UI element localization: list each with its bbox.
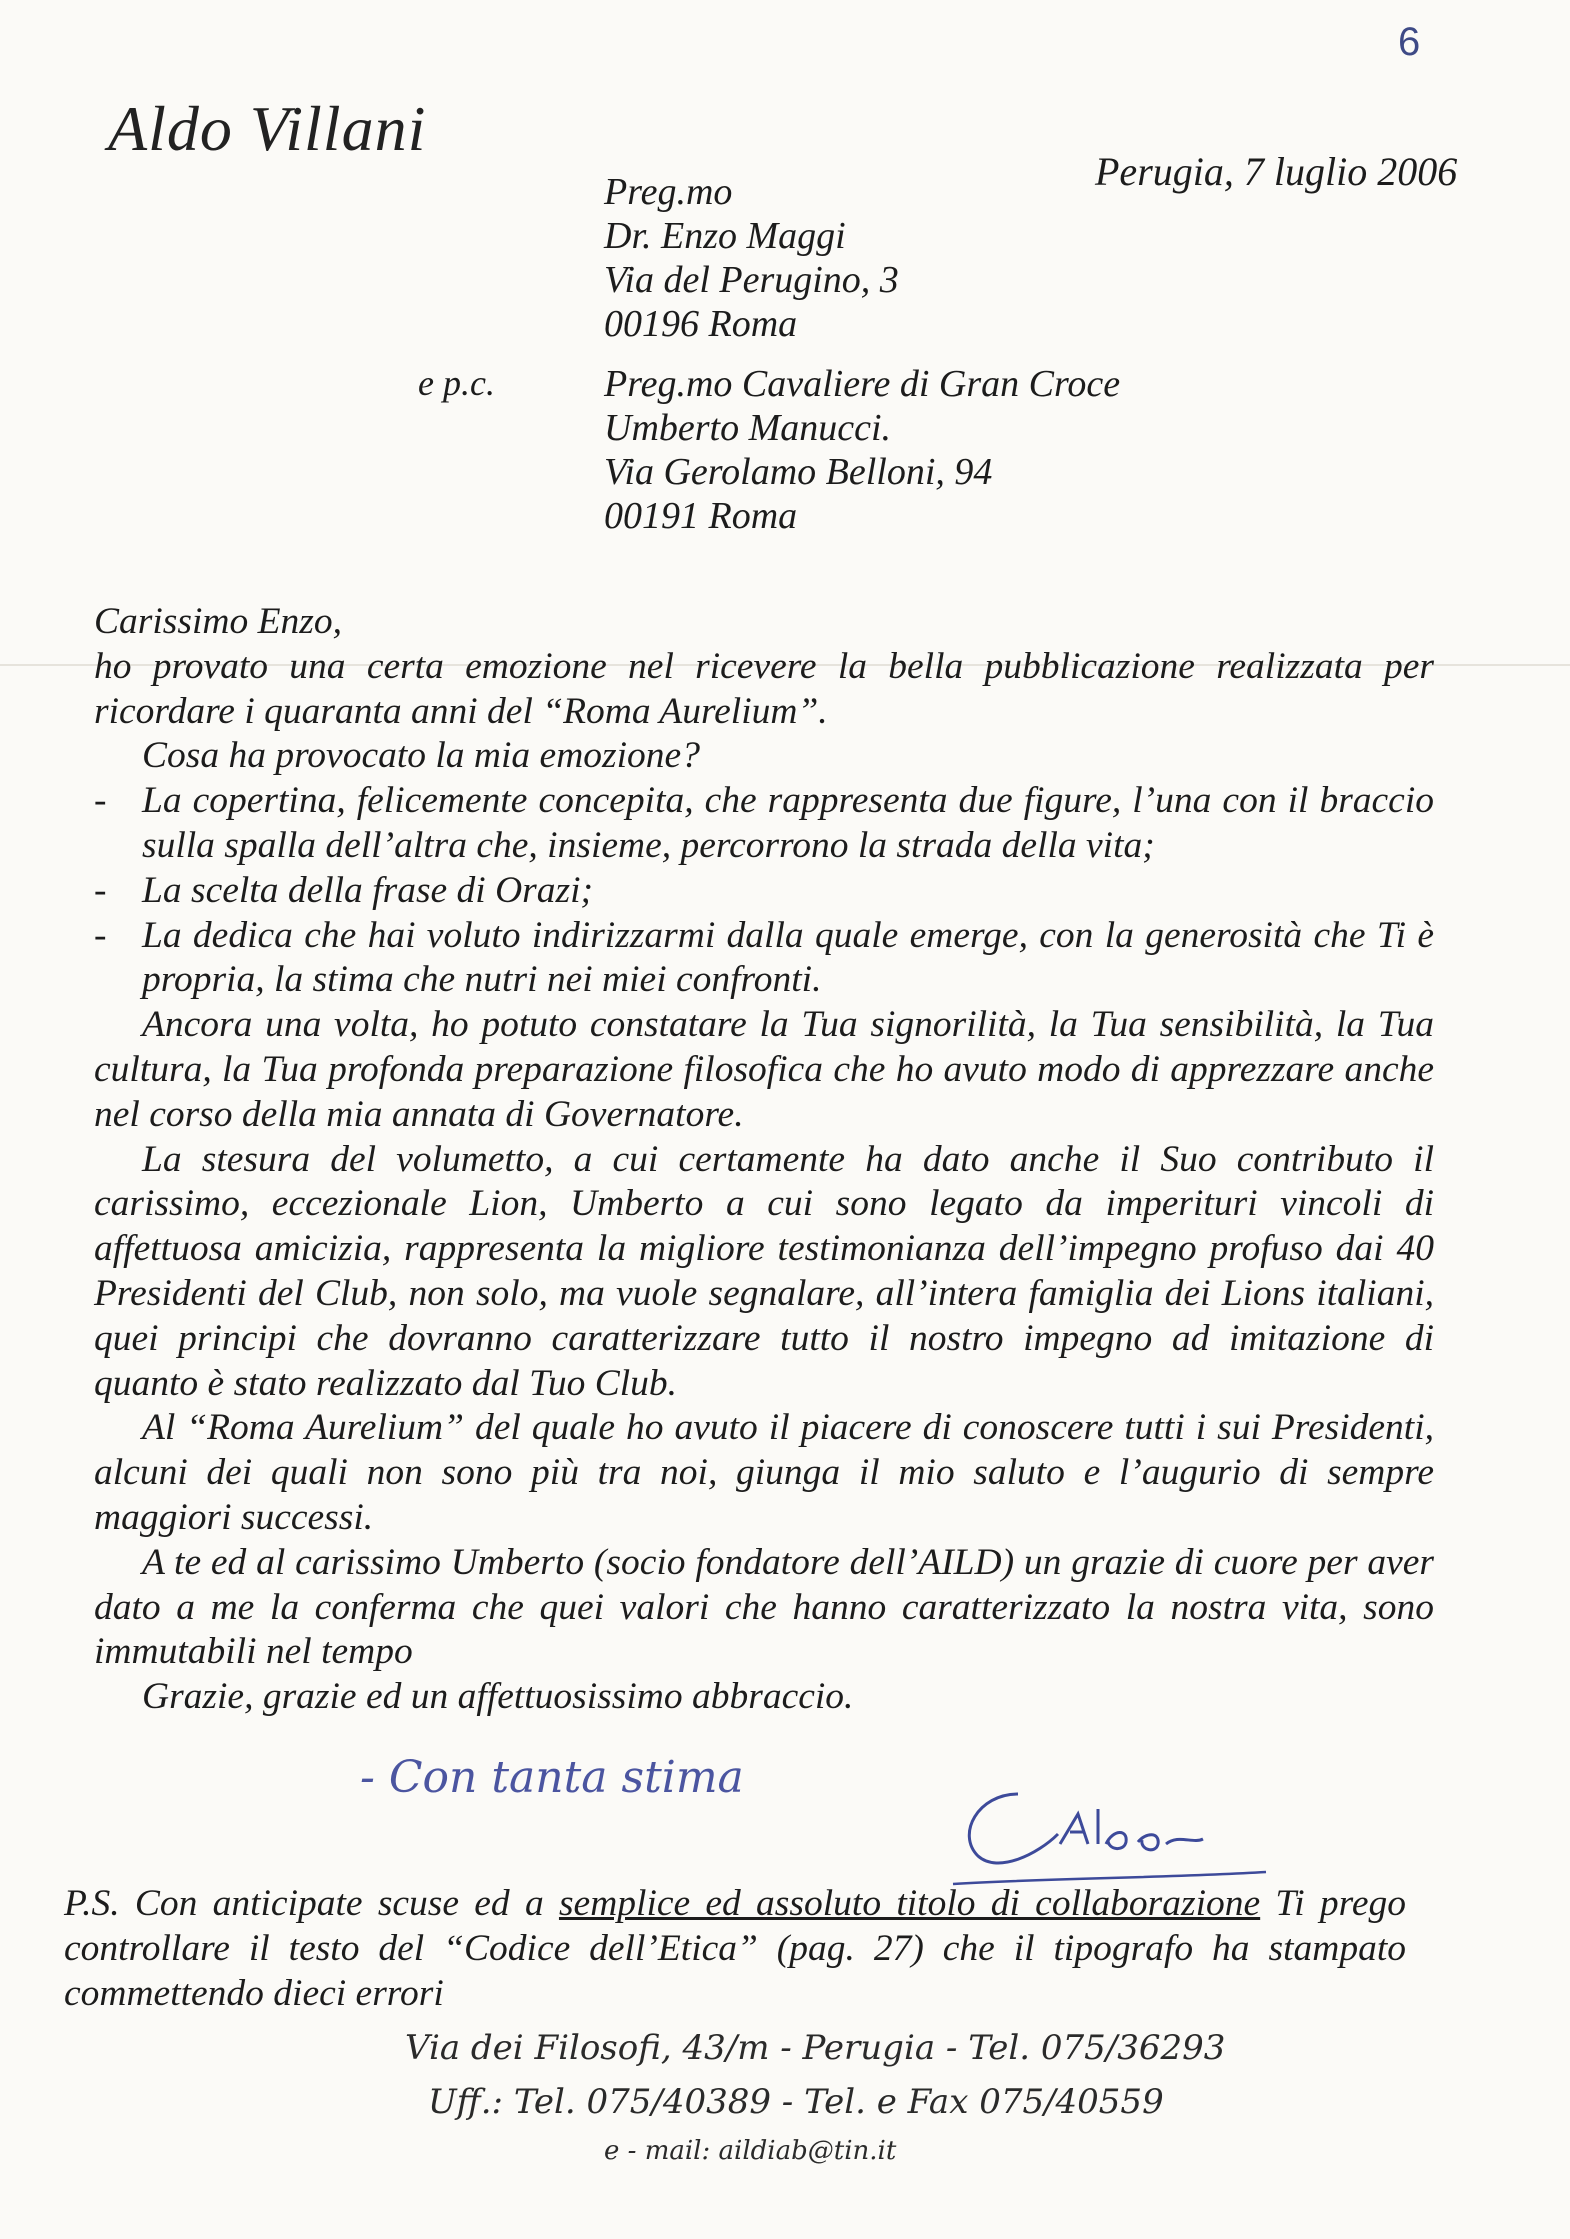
bullet-text: La dedica che hai voluto indirizzarmi dalla quale emerge, con la generosità che Ti è propria, la stima che nutri nei miei confronti. xyxy=(142,914,1434,1001)
recipient-line: Via del Perugino, 3 xyxy=(604,259,899,301)
body-paragraph: Cosa ha provocato la mia emozione? xyxy=(142,735,700,777)
cc-line: Preg.mo Cavaliere di Gran Croce xyxy=(604,363,1121,405)
cc-label: e p.c. xyxy=(418,363,495,403)
ps-underlined: semplice ed assoluto titolo di collaborazione xyxy=(558,1883,1261,1924)
letterhead-name: Aldo Villani xyxy=(108,93,427,164)
ps-suffix: Ti prego controllare il testo del “Codice dell’Etica” (pag. 27) che il tipografo ha stampato commettendo dieci errori xyxy=(64,1883,1406,2014)
cc-line: 00191 Roma xyxy=(604,495,798,537)
signature xyxy=(948,1774,1268,1894)
handwritten-closing: - Con tanta stima xyxy=(360,1752,744,1803)
letter-body xyxy=(94,600,1434,1720)
recipient-line: Dr. Enzo Maggi xyxy=(604,215,846,257)
body-paragraph: Ancora una volta, ho potuto constatare la Tua signorilità, la Tua sensibilità, la Tua cultura, la Tua profonda preparazione filosofica che ho avuto modo di apprezzare anche nel corso della mia annata di Governatore. xyxy=(94,1004,1434,1135)
footer-address: Via dei Filosofi, 43/m - Perugia - Tel. 075/36293 xyxy=(405,2028,1226,2068)
body-paragraph: ho provato una certa emozione nel ricevere la bella pubblicazione realizzata per ricordare i quaranta anni del “Roma Aurelium”. xyxy=(94,645,1434,732)
footer-phones: Uff.: Tel. 075/40389 - Tel. e Fax 075/40559 xyxy=(428,2082,1164,2122)
footer-email: e - mail: aildiab@tin.it xyxy=(604,2136,897,2166)
postscript xyxy=(64,1882,1406,2016)
body-paragraph: Al “Roma Aurelium” del quale ho avuto il piacere di conoscere tutti i sui Presidenti, alcuni dei quali non sono più tra noi, giunga il mio saluto e l’augurio di sempre maggiori successi. xyxy=(94,1407,1434,1538)
body-paragraph: Grazie, grazie ed un affettuosissimo abbraccio. xyxy=(142,1676,854,1718)
page-number: 6 xyxy=(1398,20,1421,64)
body-paragraph: La stesura del volumetto, a cui certamente ha dato anche il Suo contributo il carissimo, eccezionale Lion, Umberto a cui sono legato da imperituri vincoli di affettuosa amicizia, rappresenta la migliore testimonianza dell’impegno profuso dai 40 Presidenti del Club, non solo, ma vuole segnalare, all’intera famiglia dei Lions italiani, quei principi che dovranno caratterizzare tutto il nostro impegno ad imitazione di quanto è stato realizzato dal Tuo Club. xyxy=(94,1138,1434,1404)
bullet-item: - La copertina, felicemente concepita, che rappresenta due figure, l’una con il braccio sulla spalla dell’altra che, insieme, percorrono la strada della vita; xyxy=(94,780,1434,866)
recipient-line: 00196 Roma xyxy=(604,303,798,345)
recipient-line: Preg.mo xyxy=(604,171,733,213)
bullet-text: La copertina, felicemente concepita, che rappresenta due figure, l’una con il braccio sulla spalla dell’altra che, insieme, percorrono la strada della vita; xyxy=(142,780,1434,866)
cc-line: Umberto Manucci. xyxy=(604,407,892,449)
greeting: Carissimo Enzo, xyxy=(94,601,342,642)
bullet-item: - La dedica che hai voluto indirizzarmi dalla quale emerge, con la generosità che Ti è propria, la stima che nutri nei miei confronti. xyxy=(94,914,1434,1001)
bullet-text: La scelta della frase di Orazi; xyxy=(142,869,594,911)
ps-prefix: P.S. Con anticipate scuse ed a xyxy=(64,1883,559,1924)
letter-date: Perugia, 7 luglio 2006 xyxy=(1095,149,1458,194)
bullet-item: - La scelta della frase di Orazi; xyxy=(94,869,594,911)
body-paragraph: A te ed al carissimo Umberto (socio fondatore dell’AILD) un grazie di cuore per aver dato a me la conferma che quei valori che hanno caratterizzato la nostra vita, sono immutabili nel tempo xyxy=(94,1541,1434,1673)
cc-line: Via Gerolamo Belloni, 94 xyxy=(604,451,993,493)
